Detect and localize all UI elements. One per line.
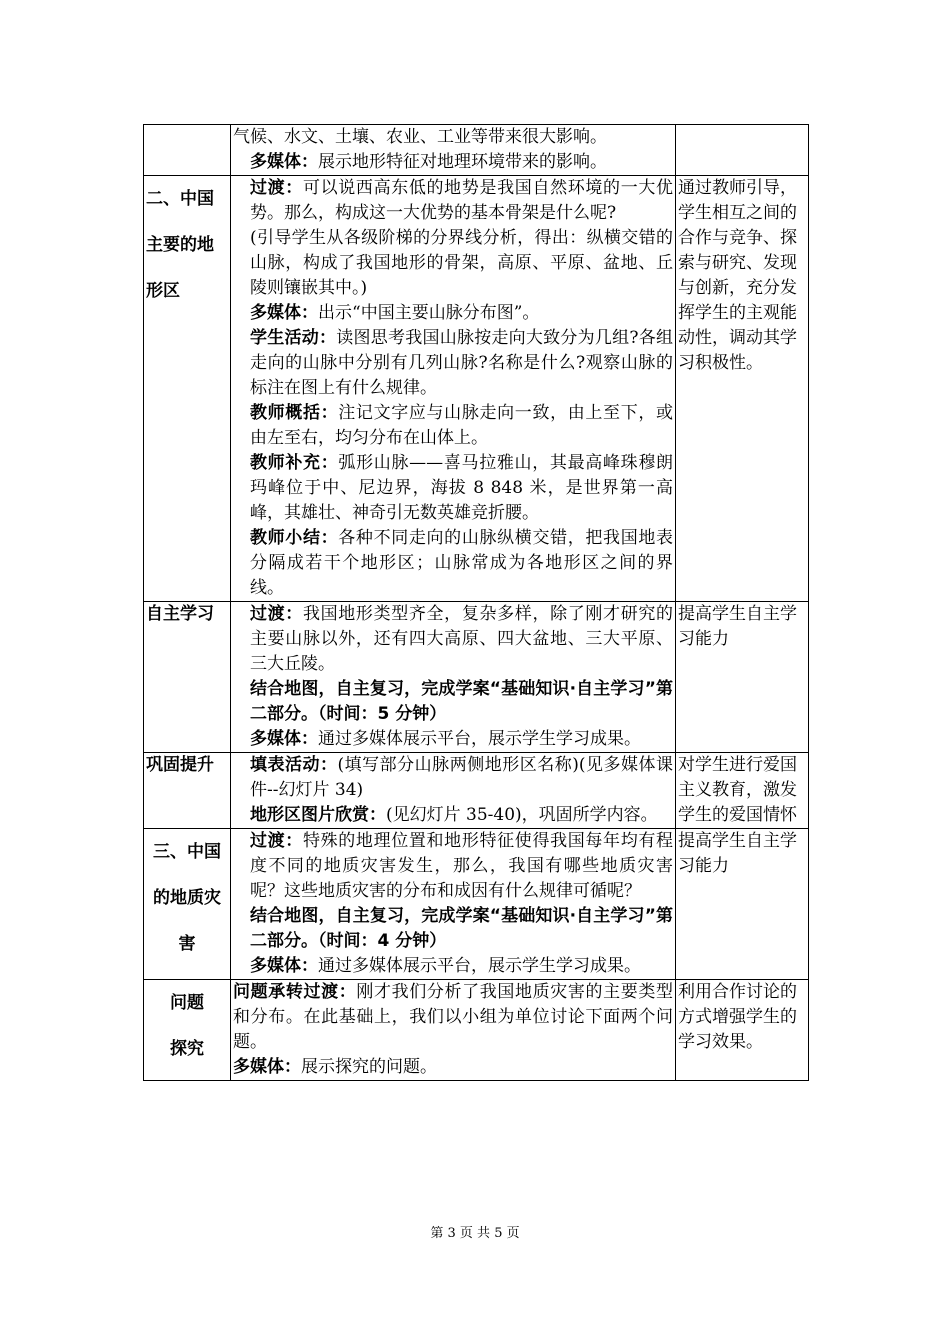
note-cell [676, 125, 809, 176]
table-row [144, 753, 809, 829]
paragraph: 结合地图，自主复习，完成学案“基础知识·自主学习”第二部分。（时间：5 分钟） [250, 679, 673, 724]
note-cell: 提高学生自主学习能力 [676, 829, 809, 980]
paragraph: 填表活动：(填写部分山脉两侧地形区名称)(见多媒体课件--幻灯片 34) [250, 755, 674, 800]
content-cell [231, 753, 676, 829]
paragraph: 结合地图，自主复习，完成学案“基础知识·自主学习”第二部分。（时间：4 分钟） [250, 906, 673, 951]
paragraph: 教师补充：弧形山脉——喜马拉雅山，其最高峰珠穆朗玛峰位于中、尼边界，海拔 8 848 米，是世界第一高峰，其雄壮、神奇引无数英雄竞折腰。 [250, 453, 674, 523]
paragraph: 教师概括：注记文字应与山脉走向一致，由上至下，或由左至右，均匀分布在山体上。 [250, 403, 674, 448]
lesson-plan-table [143, 124, 809, 1081]
paragraph: 多媒体：通过多媒体展示平台，展示学生学习成果。 [250, 729, 641, 749]
paragraph: 教师小结：各种不同走向的山脉纵横交错，把我国地表分隔成若干个地形区；山脉常成为各地形区之间的界线。 [250, 528, 674, 598]
note-cell: 通过教师引导，学生相互之间的合作与竞争、探索与研究、发现与创新，充分发挥学生的主观能动性，调动其学习积极性。 [676, 176, 809, 602]
stage-cell: 二、中国主要的地形区 [144, 176, 231, 602]
paragraph: 过渡：特殊的地理位置和地形特征使得我国每年均有程度不同的地质灾害发生，那么，我国有哪些地质灾害呢？这些地质灾害的分布和成因有什么规律可循呢？ [250, 831, 674, 901]
table-row [144, 176, 809, 602]
note-cell: 对学生进行爱国主义教育，激发学生的爱国情怀 [676, 753, 809, 829]
stage-cell: 三、中国的地质灾害 [144, 829, 231, 980]
stage-cell: 自主学习 [144, 602, 231, 753]
stage-cell: 问题探究 [144, 980, 231, 1081]
stage-cell: 巩固提升 [144, 753, 231, 829]
table-row [144, 125, 809, 176]
paragraph: 多媒体：展示地形特征对地理环境带来的影响。 [250, 152, 607, 172]
paragraph: 问题承转过渡：刚才我们分析了我国地质灾害的主要类型和分布。在此基础上，我们以小组为单位讨论下面两个问题。 [233, 982, 673, 1052]
table-row [144, 602, 809, 753]
paragraph: 过渡：可以说西高东低的地势是我国自然环境的一大优势。那么，构成这一大优势的基本骨架是什么呢? [250, 178, 674, 223]
paragraph: 多媒体：通过多媒体展示平台，展示学生学习成果。 [250, 956, 641, 976]
paragraph: 过渡：我国地形类型齐全，复杂多样，除了刚才研究的主要山脉以外，还有四大高原、四大盆地、三大平原、三大丘陵。 [250, 604, 674, 674]
table-row [144, 980, 809, 1081]
paragraph: 地形区图片欣赏：(见幻灯片 35-40)，巩固所学内容。 [250, 805, 658, 825]
paragraph: 多媒体：出示“中国主要山脉分布图”。 [250, 303, 540, 323]
content-cell [231, 602, 676, 753]
content-cell [231, 829, 676, 980]
content-cell [231, 176, 676, 602]
paragraph: 多媒体：展示探究的问题。 [233, 1057, 437, 1077]
paragraph: 学生活动：读图思考我国山脉按走向大致分为几组?各组走向的山脉中分别有几列山脉?名称是什么?观察山脉的标注在图上有什么规律。 [250, 328, 673, 398]
paragraph: (引导学生从各级阶梯的分界线分析，得出：纵横交错的山脉，构成了我国地形的骨架，高原、平原、盆地、丘陵则镶嵌其中。) [250, 228, 673, 298]
page-footer: 第 3 页 共 5 页 [430, 1226, 520, 1241]
content-cell [231, 125, 676, 176]
table-row [144, 829, 809, 980]
paragraph: 气候、水文、土壤、农业、工业等带来很大影响。 [233, 127, 607, 147]
stage-cell [144, 125, 231, 176]
note-cell: 利用合作讨论的方式增强学生的学习效果。 [676, 980, 809, 1081]
content-cell [231, 980, 676, 1081]
note-cell: 提高学生自主学习能力 [676, 602, 809, 753]
